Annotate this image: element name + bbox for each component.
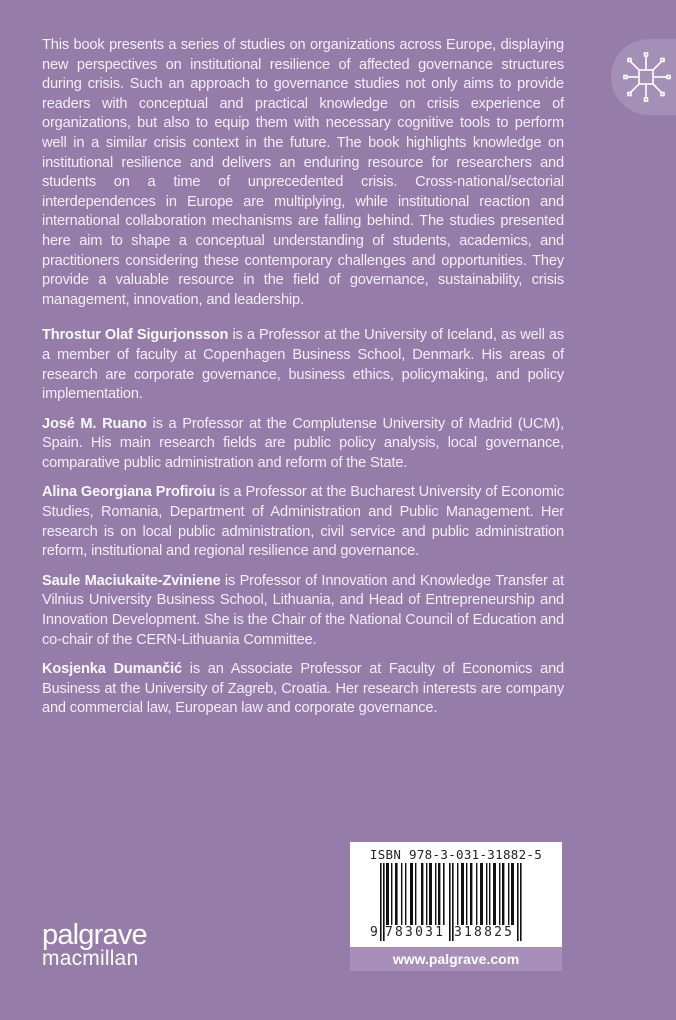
barcode-digits-right: 318825 [454, 925, 515, 940]
back-cover-text [42, 36, 564, 729]
publisher-url[interactable]: www.palgrave.com [350, 947, 562, 971]
book-blurb: This book presents a series of studies on organizations across Europe, displaying new perspectives on institutional resilience of affected governance structures during crisis. Such an approach to governance studies not only aims to provide readers with conceptual and practical knowledge on crisis experience of organizations, but also to equip them with necessary cognitive tools to perform well in a similar crisis context in the future. The book highlights knowledge on institutional resilience and delivers an enduring resource for researchers and students on a time of unprecedented crisis. Cross-national/sectorial interdependences in Europe are multiplying, while institutional reaction and international collaboration mechanisms are falling behind. The studies presented here aim to shape a conceptual understanding of students, academics, and practitioners considering these contemporary challenges and opportunities. They provide a valuable resource in the field of governance, sustainability, crisis management, innovation, and leadership. [42, 37, 564, 308]
barcode-digit-first: 9 [370, 925, 381, 940]
author-name: Kosjenka Dumančić [42, 661, 183, 678]
author-name: Saule Maciukaite-Zviniene [42, 572, 221, 589]
author-description: is a Professor at the Bucharest University of Economic Studies, Romania, Department of Administration and Public Management. Her research is on local public administration, civil service and public administration reform, institutional and regional resilience and governance. [42, 484, 564, 560]
publisher-logo-line2: macmillan [42, 947, 139, 970]
author-description: is a Professor at the Complutense University of Madrid (UCM), Spain. His main research fields are public policy analysis, local governance, comparative public administration and reform of the State. [42, 415, 564, 471]
publisher-logo [42, 921, 147, 969]
subject-badge [611, 39, 676, 115]
author-description: is an Associate Professor at Faculty of Economics and Business at the University of Zagreb, Croatia. Her research interests are company and commercial law, European law and corporate governance. [42, 661, 565, 717]
circuit-chip-icon [621, 50, 671, 104]
author-description: is a Professor at the University of Iceland, as well as a member of faculty at Copenhagen Business School, Denmark. His areas of research are corporate governance, business ethics, policymaking, and policy implementation. [42, 327, 564, 403]
barcode-digits-left: 783031 [385, 925, 446, 940]
author-name: José M. Ruano [42, 415, 147, 432]
author-description: is Professor of Innovation and Knowledge Transfer at Vilnius University Business School, Lithuania, and Head of Entrepreneurship and Innovation Development. She is the Chair of the National Council of Education and co-chair of the CERN-Lithuania Committee. [42, 572, 564, 648]
author-name: Alina Georgiana Profiroiu [42, 484, 216, 501]
isbn-barcode-block [350, 842, 562, 947]
author-bio [42, 572, 564, 650]
author-bio [42, 415, 564, 474]
author-bio [42, 660, 564, 719]
author-bio [42, 483, 564, 561]
isbn-label: ISBN 978-3-031-31882-5 [369, 847, 543, 862]
author-bio [42, 326, 564, 404]
author-name: Throstur Olaf Sigurjonsson [42, 327, 229, 344]
publisher-logo-line1: palgrave [42, 919, 147, 951]
